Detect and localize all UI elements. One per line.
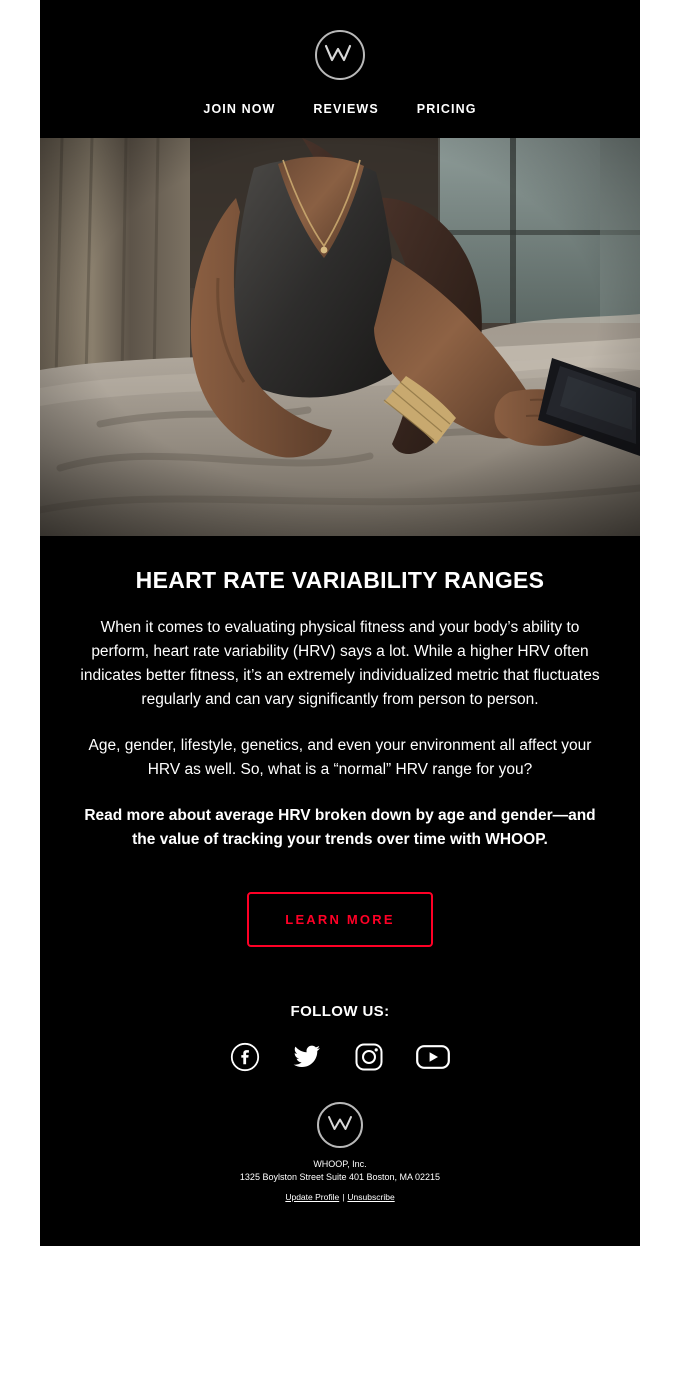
- body-paragraph-2: Age, gender, lifestyle, genetics, and even your environment all affect your HRV as well. So, what is a “normal” HRV range for you?: [88, 737, 592, 778]
- company-name: WHOOP, Inc.: [313, 1159, 367, 1169]
- cta-container: [74, 874, 606, 947]
- nav-pricing[interactable]: PRICING: [416, 102, 477, 116]
- learn-more-button[interactable]: LEARN MORE: [247, 892, 432, 947]
- youtube-icon[interactable]: [416, 1045, 450, 1069]
- instagram-icon[interactable]: [354, 1042, 384, 1072]
- link-separator: |: [342, 1192, 345, 1202]
- nav-reviews[interactable]: REVIEWS: [313, 102, 379, 116]
- update-profile-link[interactable]: Update Profile: [285, 1192, 340, 1202]
- footer-links: [40, 1192, 640, 1202]
- body-paragraph-1: When it comes to evaluating physical fitness and your body’s ability to perform, heart rate variability (HRV) says a lot. While a higher HRV often indicates better fitness, it’s an extremely individualized metric that fluctuates regularly and can vary significantly from person to person.: [80, 619, 600, 708]
- email-footer: [40, 947, 640, 1246]
- twitter-icon[interactable]: [292, 1044, 322, 1070]
- company-address: 1325 Boylston Street Suite 401 Boston, MA 02215: [239, 1172, 441, 1182]
- hero-image[interactable]: [40, 138, 640, 536]
- body-paragraph-bold: Read more about average HRV broken down by age and gender—and the value of tracking your trends over time with WHOOP.: [84, 807, 596, 848]
- email-body: [40, 0, 640, 1246]
- email-header: [40, 0, 640, 138]
- footer-whoop-logo-icon[interactable]: [317, 1102, 363, 1148]
- social-links: [40, 1042, 640, 1072]
- whoop-logo-icon[interactable]: [315, 30, 365, 80]
- unsubscribe-link[interactable]: Unsubscribe: [347, 1192, 395, 1202]
- page-title: HEART RATE VARIABILITY RANGES: [135, 567, 545, 593]
- email-content: [40, 536, 640, 947]
- facebook-icon[interactable]: [230, 1042, 260, 1072]
- follow-us-label: FOLLOW US:: [290, 1003, 390, 1020]
- top-nav: [40, 102, 640, 116]
- nav-join-now[interactable]: JOIN NOW: [203, 102, 276, 116]
